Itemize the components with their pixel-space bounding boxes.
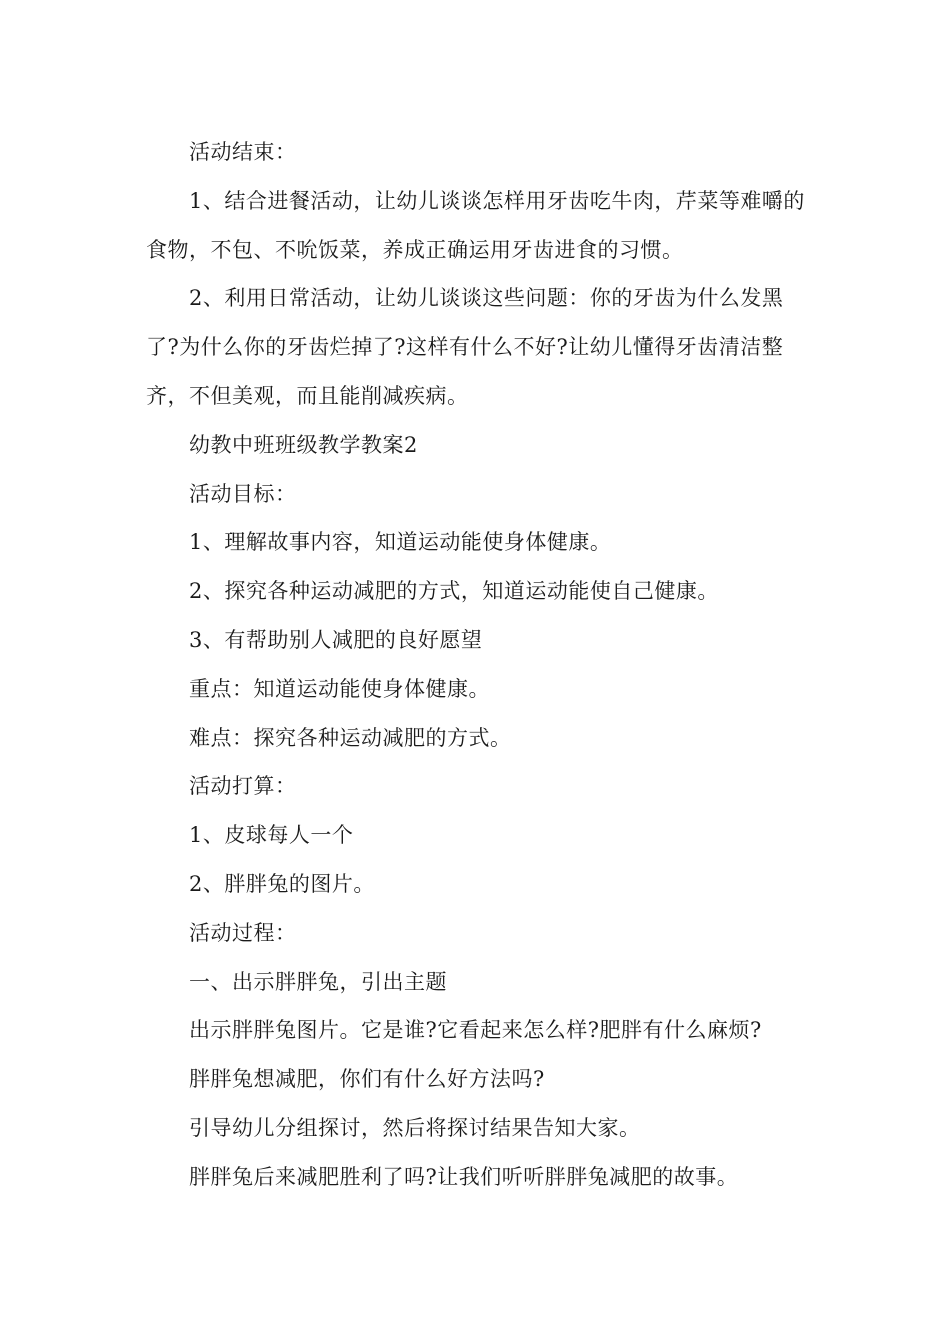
paragraph-end-item-1: 1、结合进餐活动，让幼儿谈谈怎样用牙齿吃牛肉，芹菜等难嚼的食物，不包、不吮饭菜，养成正确运用牙齿进食的习惯。	[146, 188, 805, 262]
paragraph-process-heading: 活动过程：	[189, 920, 297, 945]
paragraph-goal-3: 3、有帮助别人减肥的良好愿望	[189, 627, 483, 652]
paragraph-preparation-1: 1、皮球每人一个	[189, 823, 354, 848]
paragraph-goal-2: 2、探究各种运动减肥的方式，知道运动能使自己健康。	[189, 579, 719, 604]
paragraph-preparation-2: 2、胖胖兔的图片。	[189, 871, 375, 896]
paragraph-difficulty: 难点：探究各种运动减肥的方式。	[189, 725, 512, 750]
paragraph-process-text-1: 出示胖胖兔图片。它是谁?它看起来怎么样?肥胖有什么麻烦?	[189, 1018, 762, 1043]
paragraph-process-text-3: 引导幼儿分组探讨，然后将探讨结果告知大家。	[189, 1115, 641, 1140]
paragraph-process-text-4: 胖胖兔后来减肥胜利了吗?让我们听听胖胖兔减肥的故事。	[189, 1164, 739, 1189]
paragraph-goal-1: 1、理解故事内容，知道运动能使身体健康。	[189, 530, 612, 555]
paragraph-preparation-heading: 活动打算：	[189, 774, 297, 799]
paragraph-goals-heading: 活动目标：	[189, 481, 297, 506]
document-body	[146, 128, 808, 1202]
lesson-plan-title: 幼教中班班级教学教案2	[189, 432, 418, 457]
paragraph-process-step-1: 一、出示胖胖兔，引出主题	[189, 969, 447, 994]
paragraph-end-item-2: 2、利用日常活动，让幼儿谈谈这些问题：你的牙齿为什么发黑了?为什么你的牙齿烂掉了?这样有什么不好?让幼儿懂得牙齿清洁整齐，不但美观，而且能削减疾病。	[146, 286, 784, 408]
paragraph-key-point: 重点：知道运动能使身体健康。	[189, 676, 490, 701]
paragraph-activity-end-heading: 活动结束：	[189, 140, 297, 164]
paragraph-process-text-2: 胖胖兔想减肥，你们有什么好方法吗?	[189, 1067, 545, 1092]
